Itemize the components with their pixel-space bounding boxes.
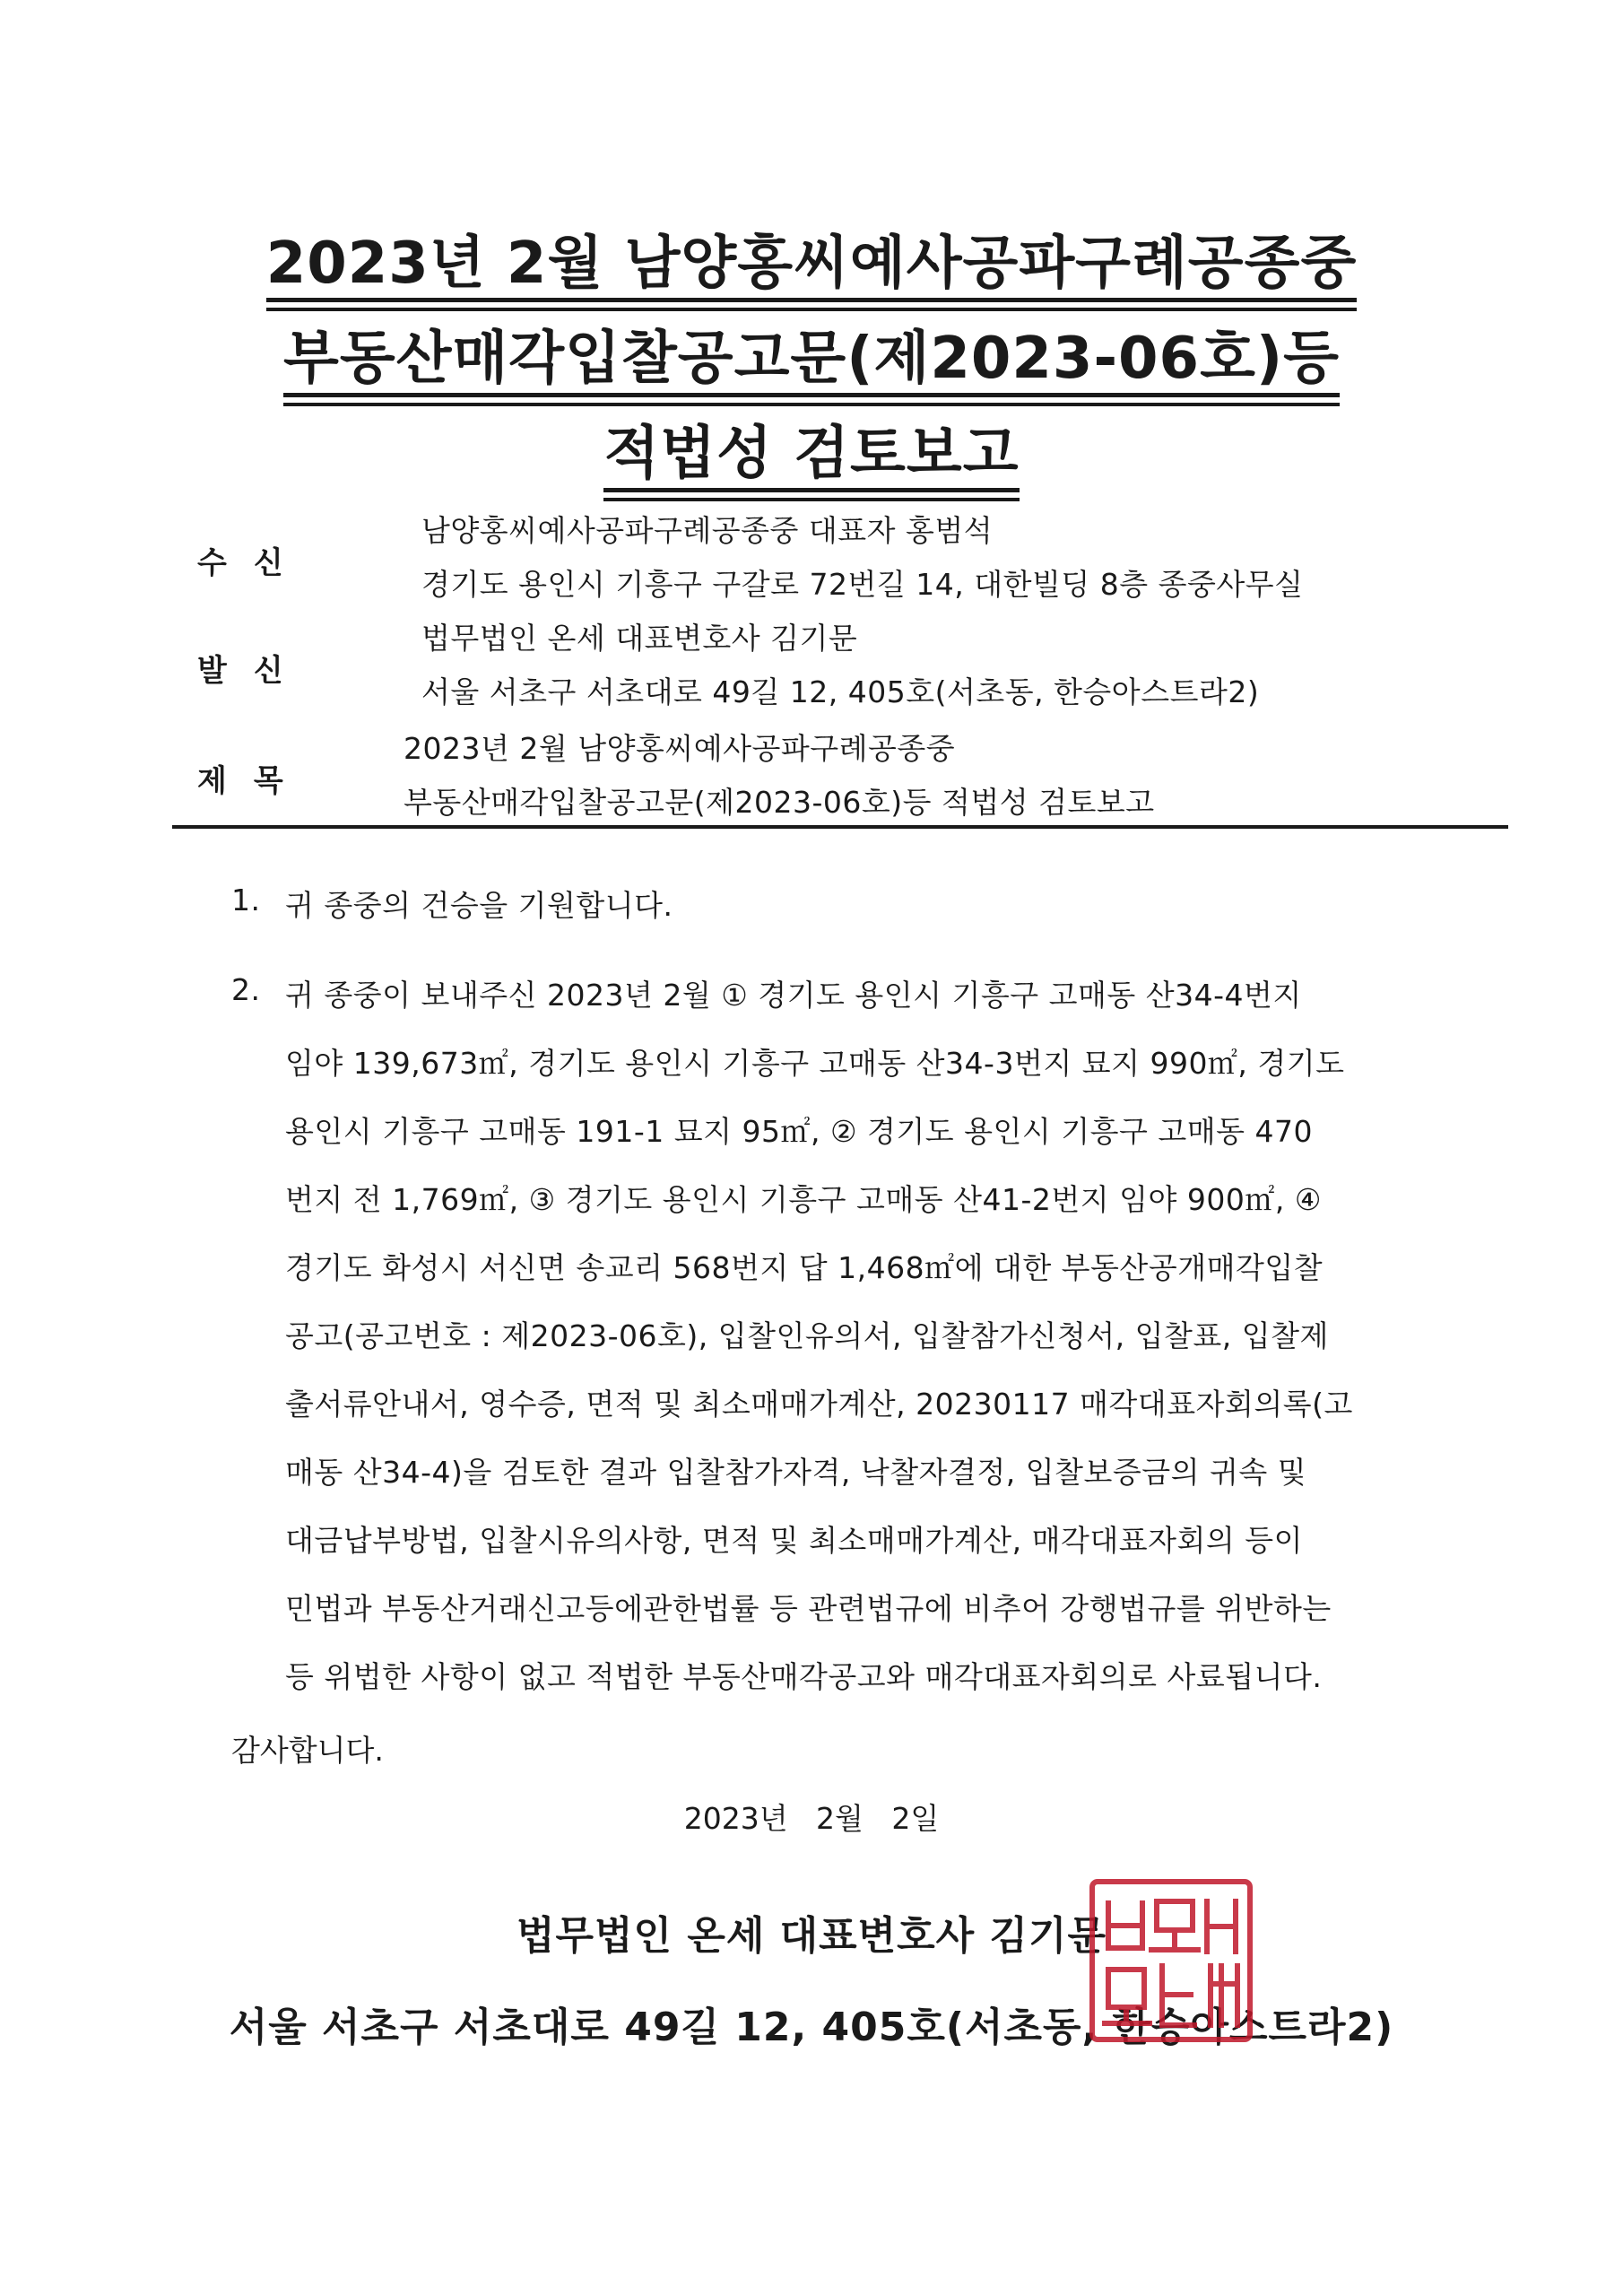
item-2-line: 귀 종중이 보내주신 2023년 2월 ① 경기도 용인시 기흥구 고매동 산34-4번지 — [285, 978, 1302, 1013]
law-firm-seal — [1087, 1876, 1255, 2045]
document-date: 2023년 2월 2일 — [683, 1801, 940, 1836]
recipient-name: 남양홍씨예사공파구례공종중 대표자 홍범석 — [421, 513, 994, 548]
sender-name: 법무법인 온세 대표변호사 김기문 — [421, 621, 858, 656]
title-line-3: 적법성 검토보고 — [603, 425, 1019, 492]
item-2-line: 등 위법한 사항이 없고 적법한 부동산매각공고와 매각대표자회의로 사료됩니다. — [285, 1659, 1323, 1694]
item-2-line: 민법과 부동산거래신고등에관한법률 등 관련법규에 비추어 강행법규를 위반하는 — [285, 1591, 1332, 1626]
item-2-line: 번지 전 1,769㎡, ③ 경기도 용인시 기흥구 고매동 산41-2번지 임야 900㎡, ④ — [285, 1182, 1322, 1217]
item-2-line: 공고(공고번호 : 제2023-06호), 입찰인유의서, 입찰참가신청서, 입찰표, 입찰제 — [285, 1318, 1329, 1353]
subject-label: 제목 — [197, 763, 310, 799]
item-2-number: 2. — [231, 972, 261, 1007]
sender-address: 서울 서초구 서초대로 49길 12, 405호(서초동, 한승아스트라2) — [421, 674, 1260, 709]
item-2-line: 임야 139,673㎡, 경기도 용인시 기흥구 고매동 산34-3번지 묘지 990㎡, 경기도 — [285, 1046, 1345, 1081]
subject-line-1: 2023년 2월 남양홍씨예사공파구례공종중 — [404, 731, 956, 766]
document-title — [0, 230, 1623, 520]
sender-label: 발신 — [197, 653, 310, 689]
title-line-2: 부동산매각입찰공고문(제2023-06호)등 — [283, 330, 1340, 397]
header-divider — [172, 825, 1508, 829]
title-line-1: 2023년 2월 남양홍씨예사공파구례공종중 — [266, 235, 1358, 302]
item-2-line: 매동 산34-4)을 검토한 결과 입찰참가자격, 낙찰자결정, 입찰보증금의 귀속 및 — [285, 1455, 1307, 1490]
thanks-text: 감사합니다. — [231, 1733, 384, 1768]
item-1-text: 귀 종중의 건승을 기원합니다. — [285, 888, 673, 923]
item-2-line: 대금납부방법, 입찰시유의사항, 면적 및 최소매매가계산, 매각대표자회의 등이 — [285, 1523, 1304, 1558]
signature-address: 서울 서초구 서초대로 49길 12, 405호(서초동, 한승아스트라2) — [229, 2005, 1394, 2050]
recipient-address: 경기도 용인시 기흥구 구갈로 72번길 14, 대한빌딩 8층 종중사무실 — [421, 567, 1304, 602]
subject-line-2: 부동산매각입찰공고문(제2023-06호)등 적법성 검토보고 — [404, 785, 1155, 820]
recipient-label: 수신 — [197, 545, 310, 581]
item-1-number: 1. — [231, 883, 261, 918]
item-2-line: 출서류안내서, 영수증, 면적 및 최소매매가계산, 20230117 매각대표자회의록(고 — [285, 1387, 1353, 1422]
signature-name: 법무법인 온세 대표변호사 김기문 — [516, 1913, 1107, 1959]
item-2-line: 경기도 화성시 서신면 송교리 568번지 답 1,468㎡에 대한 부동산공개매각입찰 — [285, 1250, 1324, 1285]
item-2-line: 용인시 기흥구 고매동 191-1 묘지 95㎡, ② 경기도 용인시 기흥구 고매동 470 — [285, 1114, 1314, 1149]
